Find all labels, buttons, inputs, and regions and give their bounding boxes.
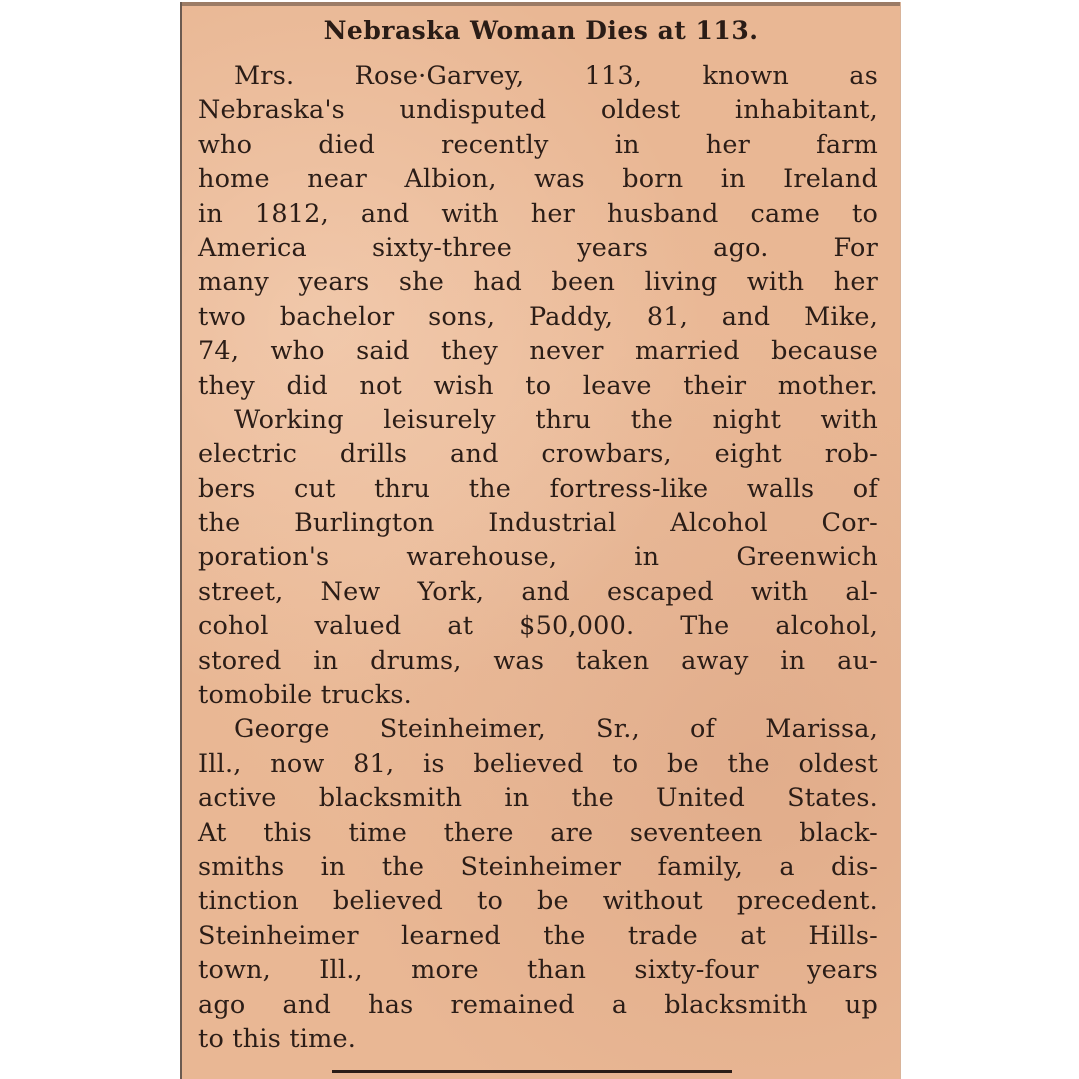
column-end-rule [332, 1070, 732, 1073]
text-line: to this time. [198, 1023, 357, 1054]
clipping-top-edge [182, 2, 900, 6]
text-line: home near Albion, was born in Ireland [198, 164, 878, 195]
text-line: bers cut thru the fortress-like walls of [198, 473, 878, 504]
text-line: cohol valued at $50,000. The alcohol, [198, 611, 878, 642]
text-line: town, Ill., more than sixty-four years [198, 955, 878, 986]
text-line: Nebraska's undisputed oldest inhabitant, [198, 95, 878, 126]
text-line: smiths in the Steinheimer family, a dis- [198, 851, 878, 882]
text-line: many years she had been living with her [198, 267, 878, 298]
text-line: electric drills and crowbars, eight rob- [198, 439, 878, 470]
text-line: Steinheimer learned the trade at Hills- [198, 920, 878, 951]
text-line: tinction believed to be without precedent. [198, 886, 878, 917]
text-line: tomobile trucks. [198, 680, 412, 711]
text-line: Working leisurely thru the night with [234, 404, 878, 435]
text-line: they did not wish to leave their mother. [198, 370, 878, 401]
text-line: ago and has remained a blacksmith up [198, 989, 878, 1020]
text-line: the Burlington Industrial Alcohol Cor- [198, 508, 878, 539]
text-line: who died recently in her farm [198, 129, 878, 160]
text-line: America sixty-three years ago. For [198, 232, 878, 263]
text-line: stored in drums, was taken away in au- [198, 645, 878, 676]
headline: Nebraska Woman Dies at 113. [323, 16, 759, 45]
newspaper-clipping [180, 2, 900, 1079]
text-line: Ill., now 81, is believed to be the oldest [198, 748, 878, 779]
article-body [198, 59, 878, 1056]
text-line: At this time there are seventeen black- [198, 817, 878, 848]
text-line: street, New York, and escaped with al- [198, 576, 878, 607]
text-line: in 1812, and with her husband came to [198, 198, 878, 229]
text-line: 74, who said they never married because [198, 336, 878, 367]
text-line: poration's warehouse, in Greenwich [198, 542, 878, 573]
text-line: active blacksmith in the United States. [198, 783, 878, 814]
text-line: Mrs. Rose·Garvey, 113, known as [234, 61, 878, 91]
text-line: George Steinheimer, Sr., of Marissa, [234, 714, 878, 745]
text-line: two bachelor sons, Paddy, 81, and Mike, [198, 301, 878, 332]
